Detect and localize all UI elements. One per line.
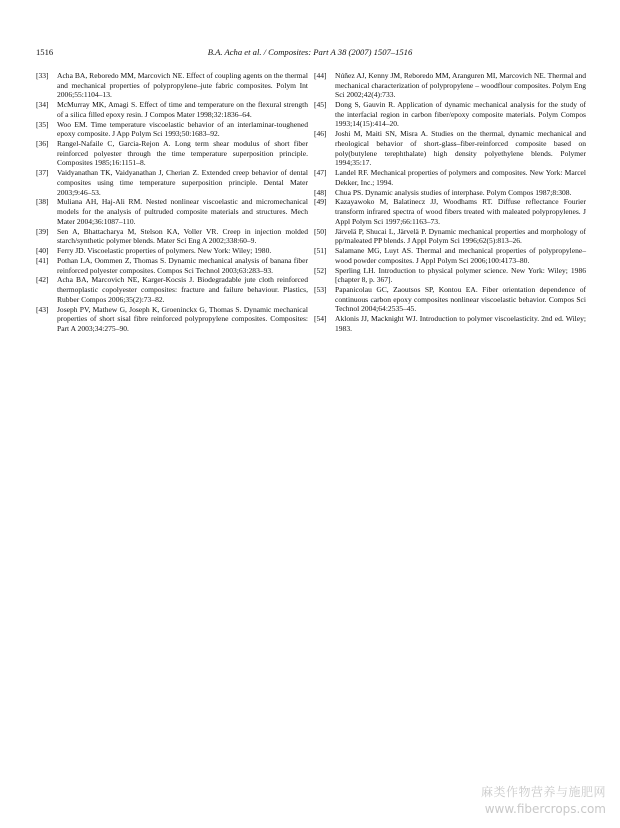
reference-item (314, 314, 586, 333)
reference-number: [37] (36, 168, 49, 178)
reference-item (314, 246, 586, 265)
reference-text: McMurray MK, Amagi S. Effect of time and temperature on the flexural strength of a silica filled epoxy resin. J Compos Mater 1998;32:1836–64. (57, 100, 308, 119)
watermark-text: 麻类作物营养与施肥网 (480, 785, 606, 799)
reference-number: [49] (314, 197, 327, 207)
reference-number: [40] (36, 246, 49, 256)
reference-text: Núñez AJ, Kenny JM, Reboredo MM, Aranguren MI, Marcovich NE. Thermal and mechanical characterization of polypropylene – woodflour composites. Polym Eng Sci 2002;42(4):733. (335, 71, 586, 100)
reference-number: [33] (36, 71, 49, 80)
reference-item (36, 275, 308, 304)
reference-text: Salamane MG, Luyt AS. Thermal and mechanical properties of polypropylene–wood powder composites. J Appl Polym Sci 2006;100:4173–80. (335, 246, 586, 265)
reference-item (36, 100, 308, 119)
reference-text: Woo EM. Time temperature viscoelastic behavior of an interlaminar-toughened epoxy composite. J App Polym Sci 1993;50:1683–92. (57, 119, 308, 139)
reference-number: [54] (314, 314, 327, 324)
reference-text: Rangel-Nafaile C, Garcia-Rejon A. Long term shear modulus of short fiber reinforced polyester through the time temperature superposition principle. Composites 1985;16:1151–8. (57, 139, 308, 168)
page-header (36, 47, 584, 59)
reference-text: Sperling LH. Introduction to physical polymer science. New York: Wiley; 1986 [chapter 8, p. 367]. (335, 265, 586, 285)
reference-number: [34] (36, 100, 49, 110)
reference-number: [50] (314, 226, 327, 236)
reference-number: [48] (314, 187, 327, 197)
watermark (481, 783, 606, 816)
reference-text: Papanicolau GC, Zaoutsos SP, Kontou EA. Fiber orientation dependence of continuous carbon epoxy composites nonlinear viscoelastic behavior. Compos Sci Technol 2004;64:2535–45. (335, 285, 586, 314)
reference-text: Landel RF. Mechanical properties of polymers and composites. New York: Marcel Dekker, Inc.; 1994. (335, 168, 586, 187)
reference-text: Muliana AH, Haj-Ali RM. Nested nonlinear viscoelastic and micromechanical models for the analysis of pultruded composite materials and structures. Mech Mater 2004;36:1087–110. (57, 197, 308, 226)
reference-item (36, 71, 308, 100)
reference-text: Pothan LA, Oommen Z, Thomas S. Dynamic mechanical analysis of banana fiber reinforced polyester composites. Compos Sci Technol 2003;63:283–93. (57, 255, 308, 275)
reference-text: Joseph PV, Mathew G, Joseph K, Groeninckx G, Thomas S. Dynamic mechanical properties of short sisal fibre reinforced polypropylene composites. Composites: Part A 2003;34:275–90. (57, 304, 308, 333)
page-number: 1516 (36, 47, 54, 57)
reference-item (36, 139, 308, 168)
reference-item (36, 197, 308, 226)
references-left-column (36, 71, 308, 334)
reference-number: [39] (36, 226, 49, 236)
reference-number: [46] (314, 129, 327, 139)
reference-text: Aklonis JJ, Macknight WJ. Introduction to polymer viscoelasticity. 2nd ed. Wiley; 1983. (335, 314, 586, 333)
reference-item (36, 246, 308, 256)
reference-item (314, 197, 586, 226)
reference-number: [43] (36, 304, 49, 314)
watermark-url: www.fibercrops.com (484, 802, 606, 816)
reference-text: Joshi M, Maiti SN, Misra A. Studies on the thermal, dynamic mechanical and rheological behavior of short-glass–fiber-reinforced composite based on poly(butylene terephthalate) high density polyethylene blends. Polymer 1994;35:17. (335, 129, 586, 168)
reference-item (36, 256, 308, 275)
reference-item (314, 285, 586, 314)
reference-text: Vaidyanathan TK, Vaidyanathan J, Cherian Z. Extended creep behavior of dental composites using time temperature superposition principle. Dental Mater 2003;9:46–53. (57, 168, 308, 197)
reference-number: [38] (36, 197, 49, 207)
reference-text: Acha BA, Marcovich NE, Karger-Kocsis J. Biodegradable jute cloth reinforced thermoplastic copolyester composites: fracture and failure behaviour. Plastics, Rubber Compos 2006;35(2):73–82. (57, 275, 308, 304)
reference-number: [41] (36, 255, 49, 265)
reference-item (36, 305, 308, 334)
reference-item (36, 227, 308, 246)
reference-item (314, 266, 586, 285)
reference-number: [44] (314, 71, 327, 80)
reference-number: [52] (314, 265, 327, 275)
running-title: B.A. Acha et al. / Composites: Part A 38 (2007) 1507–1516 (207, 47, 413, 57)
reference-text: Sen A, Bhattacharya M, Stelson KA, Voller VR. Creep in injection molded starch/synthetic polymer blends. Mater Sci Eng A 2002;338:60–9. (57, 226, 308, 246)
reference-item (36, 120, 308, 139)
reference-item (314, 100, 586, 129)
reference-item (314, 227, 586, 246)
reference-text: Chua PS. Dynamic analysis studies of interphase. Polym Compos 1987;8:308. (335, 187, 572, 197)
reference-text: Acha BA, Reboredo MM, Marcovich NE. Effect of coupling agents on the thermal and mechanical properties of polypropylene–jute fabric composites. Polym Int 2006;55:1104–13. (57, 71, 308, 100)
references-right-column (314, 71, 586, 334)
reference-text: Ferry JD. Viscoelastic properties of polymers. New York: Wiley; 1980. (57, 246, 272, 256)
reference-number: [53] (314, 285, 327, 295)
reference-number: [42] (36, 275, 49, 285)
reference-item (314, 188, 586, 198)
reference-number: [47] (314, 168, 327, 178)
reference-item (314, 129, 586, 168)
reference-text: Järvelä P, Shucai L, Järvelä P. Dynamic mechanical properties and morphology of pp/maleated PP blends. J Appl Polym Sci 1996;62(5):813–26. (335, 226, 586, 246)
reference-number: [35] (36, 119, 49, 129)
reference-item (36, 168, 308, 197)
reference-text: Kazayawoko M, Balatinecz JJ, Woodhams RT. Diffuse reflectance Fourier transform infrared spectra of wood fibers treated with maleated polypropylenes. J Appl Polym Sci 1997;66:1163–73. (335, 197, 586, 226)
reference-number: [45] (314, 100, 327, 110)
reference-text: Dong S, Gauvin R. Application of dynamic mechanical analysis for the study of the interfacial region in carbon fiber/epoxy composite materials. Polym Compos 1993;14(15):414–20. (335, 100, 586, 129)
reference-number: [51] (314, 246, 327, 256)
reference-item (314, 71, 586, 100)
reference-item (314, 168, 586, 187)
reference-number: [36] (36, 139, 49, 149)
